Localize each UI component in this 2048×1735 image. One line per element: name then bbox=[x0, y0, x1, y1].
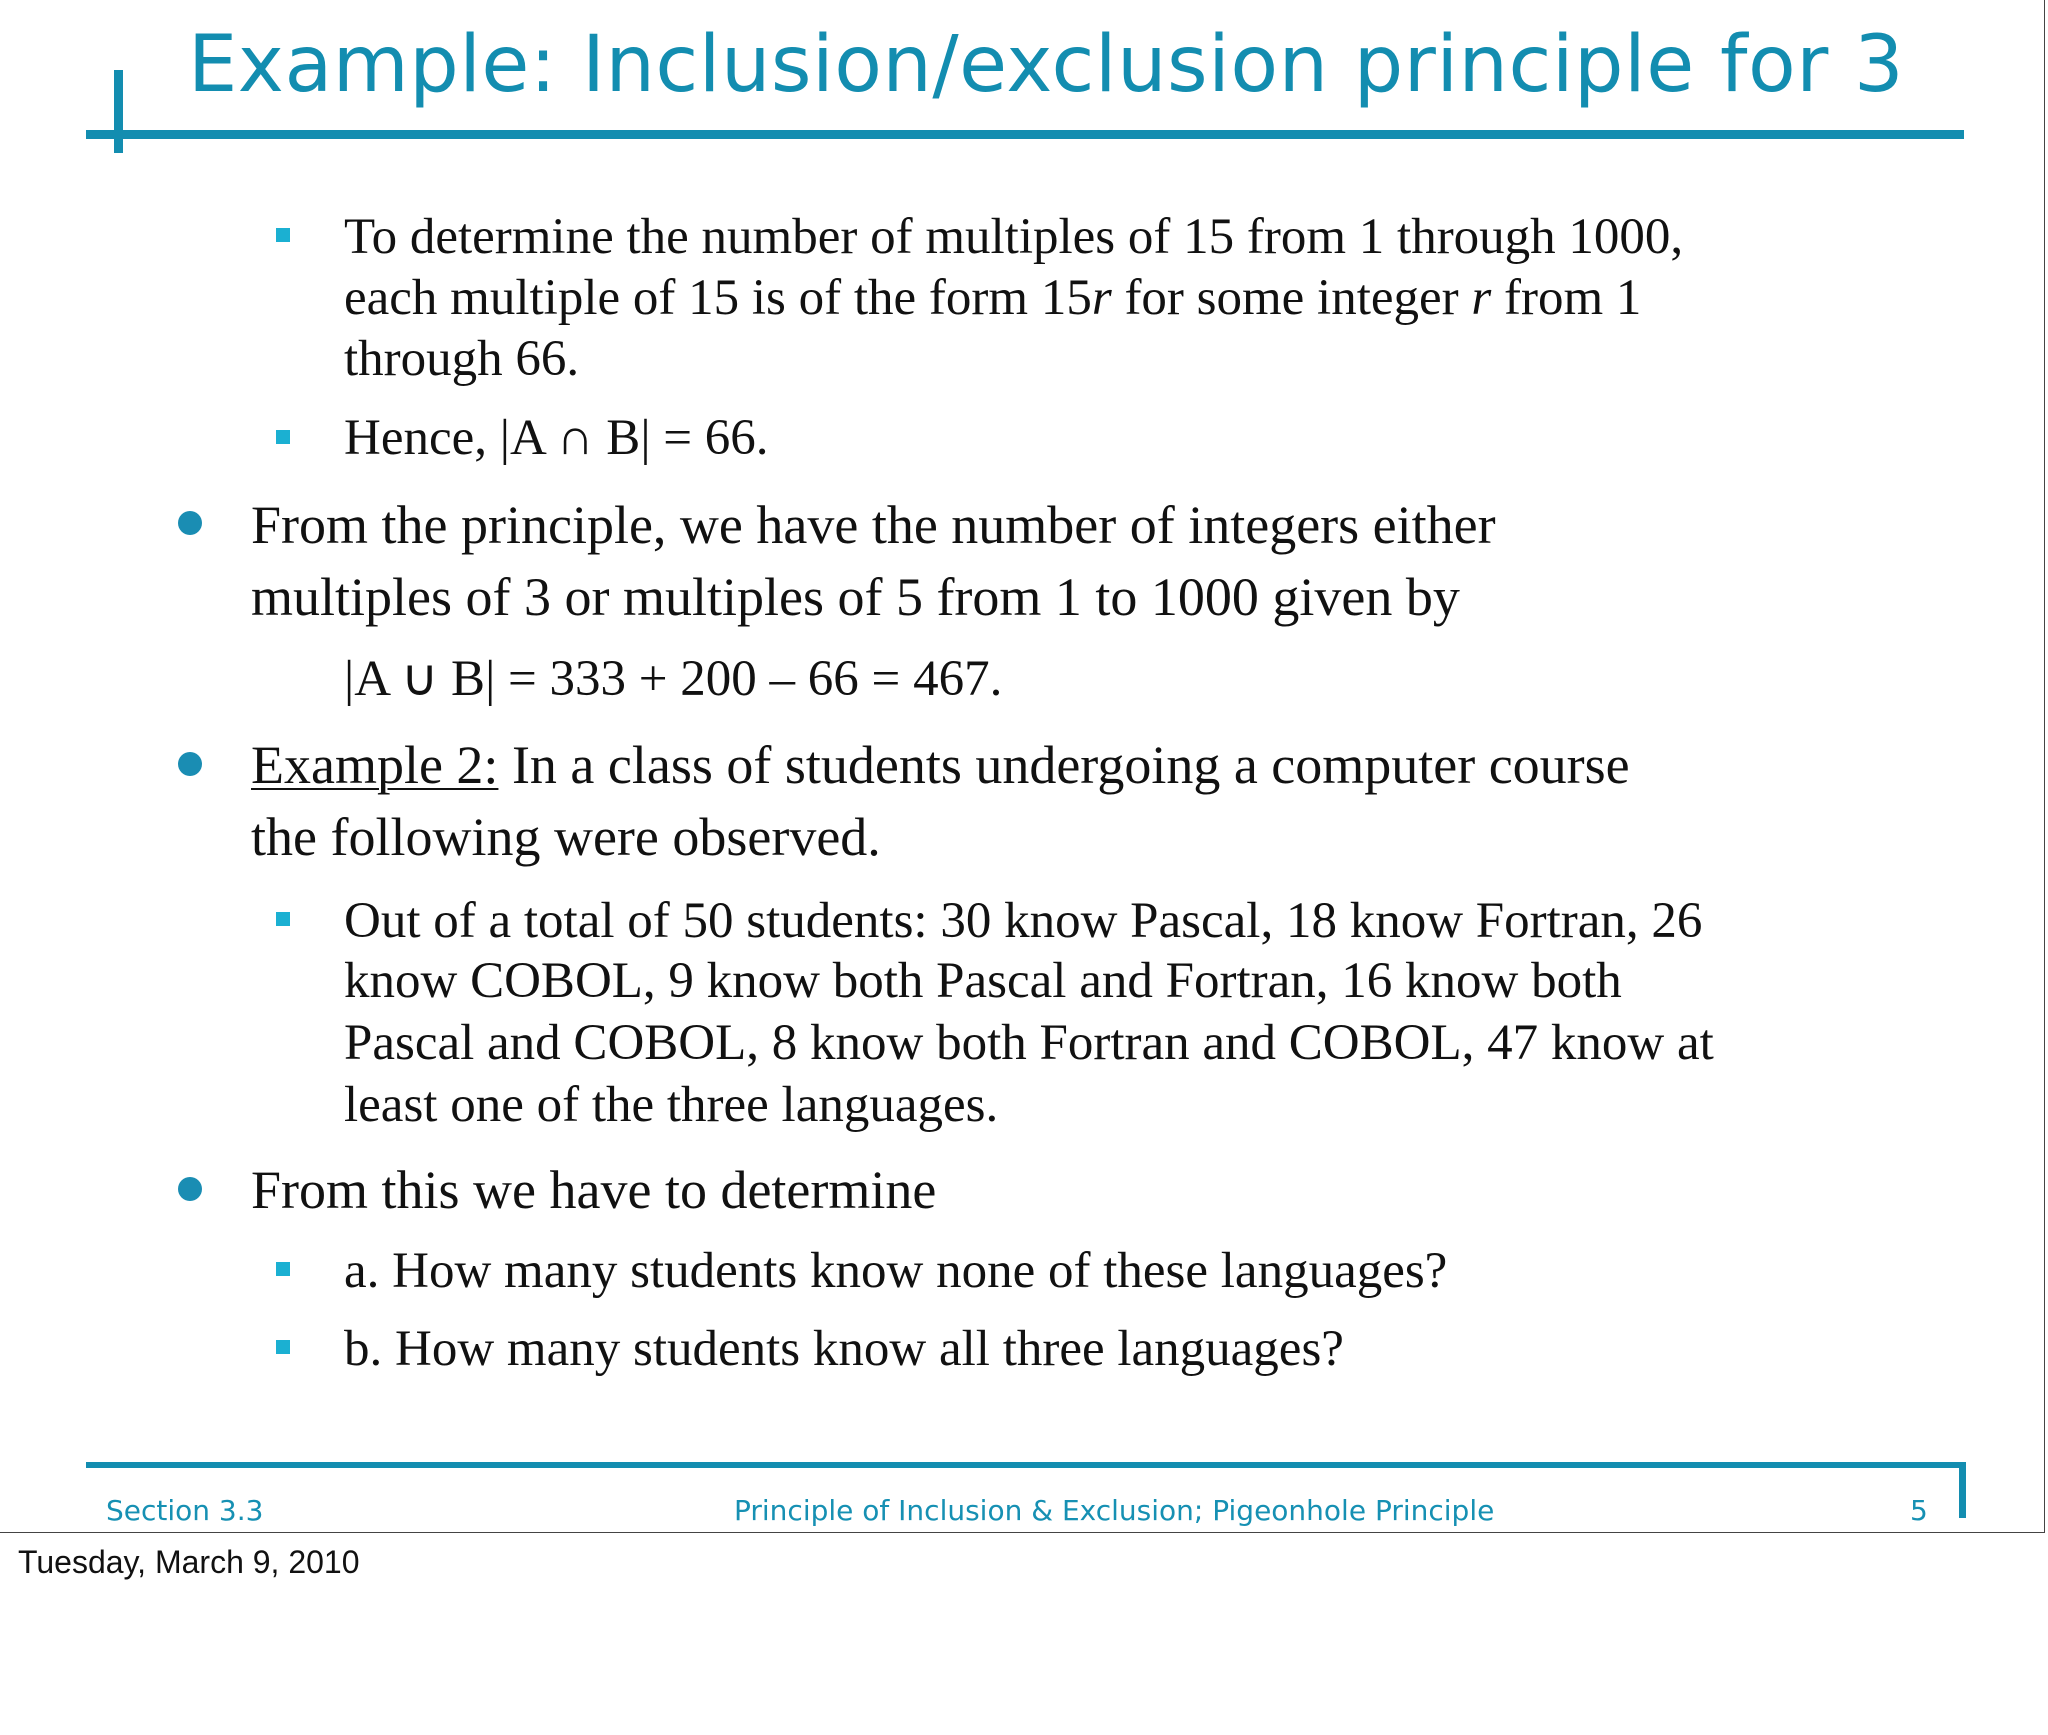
slide-title: Example: Inclusion/exclusion principle for 3 bbox=[188, 20, 1905, 110]
footer-tick-decoration bbox=[1959, 1462, 1966, 1518]
text-line: know COBOL, 9 know both Pascal and Fortran, 16 know both bbox=[344, 953, 1622, 1009]
timestamp: Tuesday, March 9, 2010 bbox=[18, 1544, 360, 1580]
text-line: From this we have to determine bbox=[251, 1160, 937, 1220]
text-line: Example 2: In a class of students undergoing a computer course bbox=[251, 735, 1630, 795]
square-bullet-icon bbox=[276, 430, 290, 444]
title-rule bbox=[86, 130, 1964, 139]
text-line: Pascal and COBOL, 8 know both Fortran and COBOL, 47 know at bbox=[344, 1015, 1714, 1071]
union-formula: |A ∪ B| = 333 + 200 – 66 = 467. bbox=[344, 651, 1003, 707]
text-line: through 66. bbox=[344, 331, 580, 387]
title-tick-decoration bbox=[114, 70, 123, 153]
square-bullet-icon bbox=[276, 1340, 290, 1354]
square-bullet-icon bbox=[276, 1262, 290, 1276]
footer-topic: Principle of Inclusion & Exclusion; Pigeonhole Principle bbox=[734, 1494, 1495, 1527]
square-bullet-icon bbox=[276, 912, 290, 926]
text-line: From the principle, we have the number of integers either bbox=[251, 495, 1496, 555]
text-line: multiples of 3 or multiples of 5 from 1 to 1000 given by bbox=[251, 567, 1460, 627]
square-bullet-icon bbox=[276, 228, 290, 242]
round-bullet-icon bbox=[178, 1177, 202, 1201]
page-number: 5 bbox=[1910, 1494, 1928, 1527]
footer-section: Section 3.3 bbox=[106, 1494, 264, 1527]
text-line: each multiple of 15 is of the form 15r for some integer r from 1 bbox=[344, 270, 1642, 326]
text-line: the following were observed. bbox=[251, 807, 881, 867]
round-bullet-icon bbox=[178, 752, 202, 776]
text-line: least one of the three languages. bbox=[344, 1077, 999, 1133]
question-a: a. How many students know none of these languages? bbox=[344, 1243, 1448, 1299]
round-bullet-icon bbox=[178, 511, 202, 535]
footer-rule bbox=[86, 1462, 1966, 1468]
example-label: Example 2: bbox=[251, 735, 499, 795]
text-line: To determine the number of multiples of 15 from 1 through 1000, bbox=[344, 209, 1684, 265]
text-line: Out of a total of 50 students: 30 know Pascal, 18 know Fortran, 26 bbox=[344, 893, 1703, 949]
question-b: b. How many students know all three languages? bbox=[344, 1321, 1344, 1377]
text-line: Hence, |A ∩ B| = 66. bbox=[344, 410, 769, 466]
